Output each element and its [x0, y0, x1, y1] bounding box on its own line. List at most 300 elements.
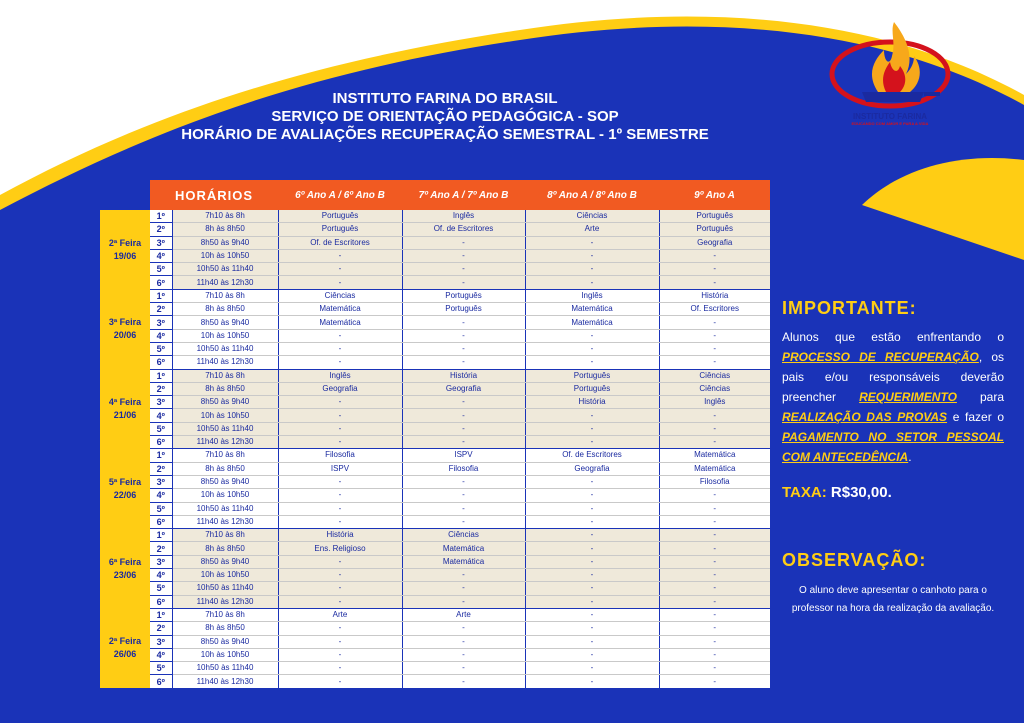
header-col-7ano: 7º Ano A / 7º Ano B — [402, 180, 525, 210]
subject-cell: - — [402, 329, 525, 342]
subject-cell: - — [659, 555, 770, 568]
period-time: 10h às 10h50 — [172, 249, 278, 262]
subject-cell: Of. Escritores — [659, 303, 770, 316]
period-number: 4º — [150, 329, 172, 342]
period-number: 6º — [150, 276, 172, 289]
day-date: 23/06 — [113, 569, 137, 580]
day-name: 4ª Feira — [108, 396, 142, 407]
day-label — [100, 529, 150, 609]
subject-cell: - — [278, 489, 402, 502]
period-time: 10h50 às 11h40 — [172, 502, 278, 515]
period-time: 8h às 8h50 — [172, 542, 278, 555]
subject-cell: - — [525, 489, 659, 502]
subject-cell: Inglês — [278, 369, 402, 382]
important-highlight-4: PAGAMENTO NO SETOR PESSOAL COM ANTECEDÊNCIA — [782, 430, 1004, 464]
day-label — [100, 289, 150, 369]
period-time: 8h às 8h50 — [172, 223, 278, 236]
period-number: 6º — [150, 595, 172, 608]
table-row — [100, 502, 770, 515]
subject-cell: - — [659, 569, 770, 582]
subject-cell: - — [278, 502, 402, 515]
subject-cell: Geografia — [402, 382, 525, 395]
header-corner — [100, 180, 150, 210]
period-number: 1º — [150, 449, 172, 462]
subject-cell: História — [525, 396, 659, 409]
table-row — [100, 662, 770, 675]
subject-cell: - — [659, 635, 770, 648]
subject-cell: ISPV — [402, 449, 525, 462]
logo-slogan: EDUCANDO COM AMOR E PARA A VIDA — [851, 121, 929, 126]
period-time: 10h50 às 11h40 — [172, 422, 278, 435]
table-row — [100, 515, 770, 528]
subject-cell: Inglês — [525, 289, 659, 302]
subject-cell: Ciências — [659, 382, 770, 395]
subject-cell: - — [402, 489, 525, 502]
subject-cell: - — [402, 409, 525, 422]
period-time: 11h40 às 12h30 — [172, 675, 278, 688]
observation-heading: OBSERVAÇÃO: — [782, 550, 927, 570]
period-number: 2º — [150, 542, 172, 555]
table-row — [100, 263, 770, 276]
period-time: 8h50 às 9h40 — [172, 475, 278, 488]
subject-cell: - — [402, 622, 525, 635]
subject-cell: Matemática — [659, 449, 770, 462]
period-number: 6º — [150, 436, 172, 449]
subject-cell: - — [525, 569, 659, 582]
subject-cell: Of. de Escritores — [402, 223, 525, 236]
subject-cell: - — [525, 249, 659, 262]
subject-cell: - — [525, 595, 659, 608]
header-col-9ano: 9º Ano A — [659, 180, 770, 210]
table-row — [100, 210, 770, 223]
table-row — [100, 356, 770, 369]
subject-cell: - — [402, 635, 525, 648]
subject-cell: - — [278, 396, 402, 409]
subject-cell: História — [659, 289, 770, 302]
period-time: 8h às 8h50 — [172, 382, 278, 395]
subject-cell: Ciências — [278, 289, 402, 302]
subject-cell: Português — [525, 382, 659, 395]
period-time: 11h40 às 12h30 — [172, 595, 278, 608]
period-time: 8h50 às 9h40 — [172, 396, 278, 409]
period-number: 1º — [150, 289, 172, 302]
header-horarios: HORÁRIOS — [150, 180, 278, 210]
subject-cell: - — [525, 622, 659, 635]
subject-cell: - — [402, 249, 525, 262]
subject-cell: - — [659, 595, 770, 608]
period-time: 8h50 às 9h40 — [172, 555, 278, 568]
period-number: 4º — [150, 409, 172, 422]
day-name: 2ª Feira — [108, 636, 142, 647]
period-number: 3º — [150, 555, 172, 568]
subject-cell: - — [402, 595, 525, 608]
table-row — [100, 369, 770, 382]
subject-cell: - — [402, 316, 525, 329]
subject-cell: - — [659, 608, 770, 621]
subject-cell: - — [525, 608, 659, 621]
subject-cell: Matemática — [525, 316, 659, 329]
table-row — [100, 675, 770, 688]
table-row — [100, 382, 770, 395]
period-number: 1º — [150, 369, 172, 382]
subject-cell: - — [659, 662, 770, 675]
period-number: 6º — [150, 675, 172, 688]
subject-cell: - — [525, 436, 659, 449]
subject-cell: - — [525, 342, 659, 355]
period-time: 7h10 às 8h — [172, 449, 278, 462]
subject-cell: Filosofia — [278, 449, 402, 462]
subject-cell: - — [659, 529, 770, 542]
period-number: 2º — [150, 303, 172, 316]
subject-cell: - — [402, 436, 525, 449]
table-row — [100, 595, 770, 608]
title-line-3: HORÁRIO DE AVALIAÇÕES RECUPERAÇÃO SEMESTRAL - 1º SEMESTRE — [181, 126, 709, 143]
period-number: 3º — [150, 396, 172, 409]
period-number: 5º — [150, 582, 172, 595]
period-time: 10h50 às 11h40 — [172, 582, 278, 595]
important-text-3: para — [956, 390, 1004, 404]
subject-cell: - — [402, 342, 525, 355]
period-time: 7h10 às 8h — [172, 289, 278, 302]
subject-cell: - — [402, 475, 525, 488]
subject-cell: - — [278, 582, 402, 595]
table-row — [100, 542, 770, 555]
subject-cell: - — [659, 436, 770, 449]
table-row — [100, 276, 770, 289]
subject-cell: - — [525, 635, 659, 648]
important-text-1: Alunos que estão enfrentando o — [782, 330, 1004, 344]
subject-cell: - — [659, 263, 770, 276]
subject-cell: - — [659, 276, 770, 289]
period-number: 2º — [150, 462, 172, 475]
subject-cell: Português — [659, 210, 770, 223]
period-number: 4º — [150, 569, 172, 582]
subject-cell: Of. de Escritores — [278, 236, 402, 249]
subject-cell: - — [278, 648, 402, 661]
subject-cell: - — [402, 662, 525, 675]
day-name: 2ª Feira — [108, 237, 142, 248]
period-number: 5º — [150, 342, 172, 355]
period-time: 7h10 às 8h — [172, 608, 278, 621]
period-time: 10h50 às 11h40 — [172, 662, 278, 675]
subject-cell: - — [659, 502, 770, 515]
subject-cell: - — [278, 342, 402, 355]
subject-cell: - — [278, 635, 402, 648]
subject-cell: Matemática — [402, 555, 525, 568]
important-text-2: , os pais e/ou responsáveis deverão preencher — [782, 350, 1004, 404]
subject-cell: - — [525, 356, 659, 369]
subject-cell: - — [659, 409, 770, 422]
subject-cell: Ciências — [402, 529, 525, 542]
subject-cell: - — [402, 648, 525, 661]
period-time: 7h10 às 8h — [172, 210, 278, 223]
period-number: 2º — [150, 223, 172, 236]
subject-cell: - — [525, 675, 659, 688]
table-row — [100, 303, 770, 316]
subject-cell: - — [278, 622, 402, 635]
day-date: 22/06 — [113, 489, 137, 500]
subject-cell: Ciências — [525, 210, 659, 223]
important-text-4: e fazer o — [947, 410, 1004, 424]
title-line-2: SERVIÇO DE ORIENTAÇÃO PEDAGÓGICA - SOP — [271, 108, 619, 125]
subject-cell: - — [525, 409, 659, 422]
important-section — [782, 298, 1004, 467]
period-time: 8h às 8h50 — [172, 303, 278, 316]
period-time: 10h50 às 11h40 — [172, 263, 278, 276]
table-row — [100, 422, 770, 435]
subject-cell: - — [525, 263, 659, 276]
subject-cell: - — [278, 555, 402, 568]
period-number: 3º — [150, 236, 172, 249]
day-date: 20/06 — [113, 330, 137, 341]
subject-cell: - — [402, 675, 525, 688]
subject-cell: Arte — [278, 608, 402, 621]
subject-cell: - — [278, 662, 402, 675]
subject-cell: - — [525, 515, 659, 528]
period-time: 8h às 8h50 — [172, 462, 278, 475]
subject-cell: - — [659, 316, 770, 329]
subject-cell: - — [402, 356, 525, 369]
period-number: 3º — [150, 635, 172, 648]
day-name: 6ª Feira — [108, 556, 142, 567]
subject-cell: - — [402, 396, 525, 409]
period-number: 5º — [150, 502, 172, 515]
subject-cell: Português — [402, 303, 525, 316]
subject-cell: Inglês — [659, 396, 770, 409]
observation-text: O aluno deve apresentar o canhoto para o professor na hora da realização da avaliação. — [791, 585, 995, 614]
period-number: 1º — [150, 529, 172, 542]
subject-cell: - — [525, 582, 659, 595]
subject-cell: - — [278, 475, 402, 488]
day-date: 21/06 — [113, 409, 137, 420]
subject-cell: - — [659, 542, 770, 555]
table-row — [100, 569, 770, 582]
subject-cell: Matemática — [278, 303, 402, 316]
subject-cell: - — [659, 515, 770, 528]
period-time: 11h40 às 12h30 — [172, 276, 278, 289]
table-row — [100, 622, 770, 635]
period-time: 10h às 10h50 — [172, 569, 278, 582]
subject-cell: História — [278, 529, 402, 542]
period-time: 11h40 às 12h30 — [172, 436, 278, 449]
important-heading: IMPORTANTE: — [782, 298, 917, 318]
table-row — [100, 289, 770, 302]
subject-cell: - — [659, 622, 770, 635]
subject-cell: Matemática — [278, 316, 402, 329]
period-time: 8h50 às 9h40 — [172, 635, 278, 648]
subject-cell: Geografia — [278, 382, 402, 395]
period-number: 1º — [150, 608, 172, 621]
table-row — [100, 489, 770, 502]
subject-cell: Of. de Escritores — [525, 449, 659, 462]
subject-cell: Ens. Religioso — [278, 542, 402, 555]
table-row — [100, 462, 770, 475]
period-time: 10h às 10h50 — [172, 648, 278, 661]
table-row — [100, 648, 770, 661]
subject-cell: Filosofia — [402, 462, 525, 475]
subject-cell: Português — [278, 223, 402, 236]
subject-cell: Português — [278, 210, 402, 223]
table-row — [100, 329, 770, 342]
subject-cell: Filosofia — [659, 475, 770, 488]
day-name: 3ª Feira — [108, 317, 142, 328]
period-number: 2º — [150, 622, 172, 635]
table-row — [100, 249, 770, 262]
subject-cell: - — [659, 342, 770, 355]
subject-cell: - — [402, 263, 525, 276]
period-time: 10h às 10h50 — [172, 489, 278, 502]
day-label — [100, 210, 150, 289]
subject-cell: - — [659, 582, 770, 595]
logo-name: INSTITUTO FARINA — [852, 112, 928, 121]
day-date: 19/06 — [113, 250, 137, 261]
subject-cell: - — [525, 422, 659, 435]
period-number: 5º — [150, 263, 172, 276]
table-row — [100, 223, 770, 236]
subject-cell: - — [278, 595, 402, 608]
period-number: 6º — [150, 356, 172, 369]
subject-cell: Matemática — [525, 303, 659, 316]
schedule-table — [100, 180, 770, 689]
period-number: 4º — [150, 489, 172, 502]
subject-cell: - — [659, 648, 770, 661]
day-label — [100, 608, 150, 688]
period-time: 11h40 às 12h30 — [172, 356, 278, 369]
subject-cell: - — [402, 515, 525, 528]
period-time: 8h50 às 9h40 — [172, 316, 278, 329]
table-row — [100, 409, 770, 422]
period-time: 7h10 às 8h — [172, 529, 278, 542]
subject-cell: - — [402, 569, 525, 582]
important-highlight-3: REALIZAÇÃO DAS PROVAS — [782, 410, 948, 424]
subject-cell: - — [525, 542, 659, 555]
subject-cell: ISPV — [278, 462, 402, 475]
subject-cell: - — [402, 276, 525, 289]
subject-cell: Matemática — [659, 462, 770, 475]
period-number: 3º — [150, 316, 172, 329]
subject-cell: - — [525, 662, 659, 675]
day-name: 5ª Feira — [108, 476, 142, 487]
subject-cell: - — [278, 329, 402, 342]
subject-cell: - — [525, 276, 659, 289]
subject-cell: Português — [402, 289, 525, 302]
subject-cell: - — [278, 409, 402, 422]
subject-cell: - — [525, 502, 659, 515]
header-col-8ano: 8º Ano A / 8º Ano B — [525, 180, 659, 210]
subject-cell: Matemática — [402, 542, 525, 555]
fee-label: TAXA: — [782, 484, 827, 501]
table-row — [100, 316, 770, 329]
subject-cell: Geografia — [659, 236, 770, 249]
fee-line — [782, 484, 892, 501]
period-number: 1º — [150, 210, 172, 223]
subject-cell: - — [659, 249, 770, 262]
flame-logo-icon — [828, 22, 953, 122]
subject-cell: - — [525, 236, 659, 249]
table-row — [100, 582, 770, 595]
period-time: 8h50 às 9h40 — [172, 236, 278, 249]
period-number: 5º — [150, 662, 172, 675]
period-time: 10h às 10h50 — [172, 409, 278, 422]
table-row — [100, 396, 770, 409]
subject-cell: História — [402, 369, 525, 382]
period-number: 2º — [150, 382, 172, 395]
important-highlight-1: PROCESSO DE RECUPERAÇÃO — [782, 350, 979, 364]
header-col-6ano: 6º Ano A / 6º Ano B — [278, 180, 402, 210]
subject-cell: - — [402, 422, 525, 435]
subject-cell: - — [659, 356, 770, 369]
subject-cell: - — [278, 515, 402, 528]
table-row — [100, 449, 770, 462]
day-label — [100, 449, 150, 529]
subject-cell: - — [525, 475, 659, 488]
table-row — [100, 608, 770, 621]
period-number: 3º — [150, 475, 172, 488]
day-date: 26/06 — [113, 649, 137, 660]
period-time: 10h50 às 11h40 — [172, 342, 278, 355]
table-row — [100, 436, 770, 449]
period-time: 11h40 às 12h30 — [172, 515, 278, 528]
important-text-5: . — [908, 450, 912, 464]
table-row — [100, 475, 770, 488]
subject-cell: - — [278, 263, 402, 276]
title-line-1: INSTITUTO FARINA DO BRASIL — [332, 90, 558, 107]
period-time: 10h às 10h50 — [172, 329, 278, 342]
table-row — [100, 635, 770, 648]
period-time: 8h às 8h50 — [172, 622, 278, 635]
subject-cell: - — [659, 422, 770, 435]
period-time: 7h10 às 8h — [172, 369, 278, 382]
subject-cell: - — [278, 356, 402, 369]
subject-cell: - — [278, 675, 402, 688]
subject-cell: - — [659, 329, 770, 342]
table-header-row — [100, 180, 770, 210]
subject-cell: - — [278, 569, 402, 582]
subject-cell: - — [278, 436, 402, 449]
period-number: 5º — [150, 422, 172, 435]
subject-cell: Português — [659, 223, 770, 236]
period-number: 4º — [150, 249, 172, 262]
important-text — [782, 327, 1004, 467]
subject-cell: Geografia — [525, 462, 659, 475]
subject-cell: - — [278, 249, 402, 262]
subject-cell: Arte — [525, 223, 659, 236]
day-label — [100, 369, 150, 449]
subject-cell: - — [659, 489, 770, 502]
subject-cell: - — [278, 422, 402, 435]
table-row — [100, 236, 770, 249]
period-number: 4º — [150, 648, 172, 661]
subject-cell: Ciências — [659, 369, 770, 382]
subject-cell: - — [278, 276, 402, 289]
subject-cell: - — [402, 236, 525, 249]
table-row — [100, 529, 770, 542]
subject-cell: - — [402, 582, 525, 595]
subject-cell: Inglês — [402, 210, 525, 223]
page-title — [100, 90, 790, 144]
subject-cell: - — [402, 502, 525, 515]
subject-cell: Arte — [402, 608, 525, 621]
subject-cell: - — [525, 648, 659, 661]
fee-value: R$30,00. — [830, 484, 892, 501]
subject-cell: - — [525, 555, 659, 568]
period-number: 6º — [150, 515, 172, 528]
table-row — [100, 555, 770, 568]
subject-cell: - — [659, 675, 770, 688]
important-highlight-2: REQUERIMENTO — [859, 390, 957, 404]
subject-cell: - — [525, 529, 659, 542]
subject-cell: Português — [525, 369, 659, 382]
